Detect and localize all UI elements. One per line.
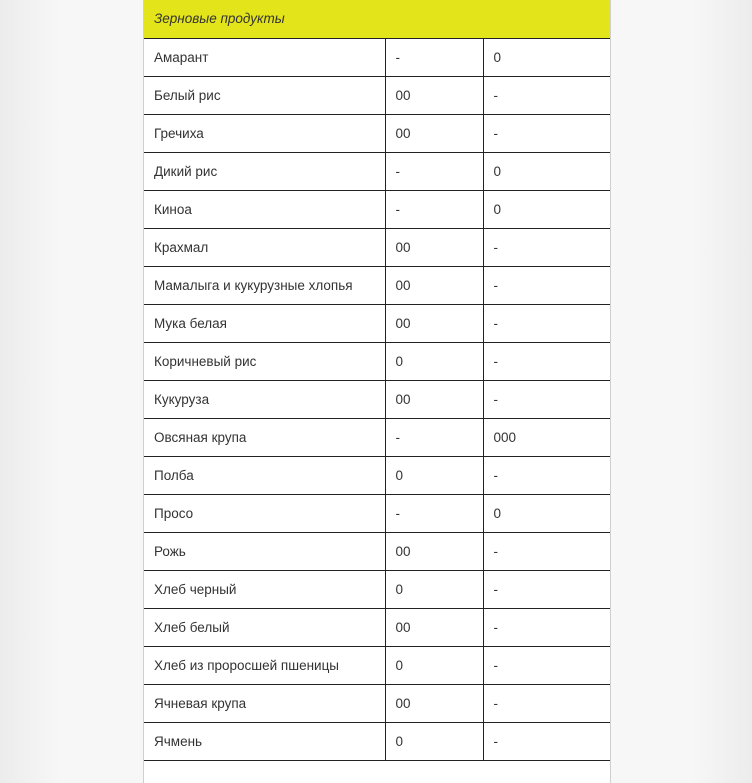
table-row: [144, 342, 611, 380]
value-b-cell: -: [385, 494, 483, 532]
value-b-cell: 00: [385, 608, 483, 646]
value-c-cell: 0: [483, 190, 611, 228]
product-name-cell: Амарант: [144, 38, 385, 76]
product-name-cell: Хлеб из проросшей пшеницы: [144, 646, 385, 684]
product-name-cell: Белый рис: [144, 76, 385, 114]
value-c-cell: -: [483, 228, 611, 266]
value-b-cell: -: [385, 418, 483, 456]
table-body: [144, 0, 611, 760]
value-c-cell: 0: [483, 38, 611, 76]
table-row: [144, 418, 611, 456]
value-c-cell: -: [483, 380, 611, 418]
table-row: [144, 684, 611, 722]
value-b-cell: 0: [385, 570, 483, 608]
product-name-cell: Овсяная крупа: [144, 418, 385, 456]
value-b-cell: 00: [385, 228, 483, 266]
product-name-cell: Кукуруза: [144, 380, 385, 418]
value-c-cell: 000: [483, 418, 611, 456]
value-b-cell: 0: [385, 646, 483, 684]
value-b-cell: -: [385, 152, 483, 190]
product-name-cell: Мука белая: [144, 304, 385, 342]
product-name-cell: Полба: [144, 456, 385, 494]
product-name-cell: Дикий рис: [144, 152, 385, 190]
value-b-cell: 00: [385, 76, 483, 114]
content-column: [143, 0, 611, 783]
product-name-cell: Ячмень: [144, 722, 385, 760]
value-c-cell: -: [483, 684, 611, 722]
value-b-cell: 00: [385, 380, 483, 418]
table-header-cell: Зерновые продукты: [144, 0, 611, 38]
value-c-cell: -: [483, 608, 611, 646]
table-row: [144, 114, 611, 152]
grain-products-table: [144, 0, 611, 761]
value-b-cell: -: [385, 190, 483, 228]
product-name-cell: Крахмал: [144, 228, 385, 266]
value-b-cell: 00: [385, 304, 483, 342]
table-row: [144, 76, 611, 114]
product-name-cell: Рожь: [144, 532, 385, 570]
value-c-cell: 0: [483, 494, 611, 532]
value-c-cell: -: [483, 304, 611, 342]
product-name-cell: Хлеб белый: [144, 608, 385, 646]
table-header-row: [144, 0, 611, 38]
product-name-cell: Хлеб черный: [144, 570, 385, 608]
value-b-cell: 0: [385, 722, 483, 760]
value-c-cell: -: [483, 722, 611, 760]
value-c-cell: -: [483, 456, 611, 494]
product-name-cell: Киноа: [144, 190, 385, 228]
table-row: [144, 722, 611, 760]
value-b-cell: -: [385, 38, 483, 76]
table-row: [144, 190, 611, 228]
table-row: [144, 152, 611, 190]
table-row: [144, 646, 611, 684]
value-b-cell: 00: [385, 684, 483, 722]
table-row: [144, 380, 611, 418]
product-name-cell: Мамалыга и кукурузные хлопья: [144, 266, 385, 304]
product-name-cell: Коричневый рис: [144, 342, 385, 380]
table-row: [144, 608, 611, 646]
table-row: [144, 494, 611, 532]
value-b-cell: 00: [385, 114, 483, 152]
table-row: [144, 228, 611, 266]
value-c-cell: -: [483, 76, 611, 114]
table-row: [144, 570, 611, 608]
table-row: [144, 456, 611, 494]
table-row: [144, 304, 611, 342]
table-row: [144, 532, 611, 570]
value-c-cell: -: [483, 570, 611, 608]
table-row: [144, 38, 611, 76]
product-name-cell: Просо: [144, 494, 385, 532]
product-name-cell: Ячневая крупа: [144, 684, 385, 722]
value-b-cell: 0: [385, 456, 483, 494]
value-c-cell: -: [483, 646, 611, 684]
value-c-cell: -: [483, 114, 611, 152]
value-c-cell: -: [483, 342, 611, 380]
value-b-cell: 00: [385, 532, 483, 570]
value-b-cell: 0: [385, 342, 483, 380]
value-c-cell: -: [483, 266, 611, 304]
table-row: [144, 266, 611, 304]
value-c-cell: 0: [483, 152, 611, 190]
value-c-cell: -: [483, 532, 611, 570]
product-name-cell: Гречиха: [144, 114, 385, 152]
value-b-cell: 00: [385, 266, 483, 304]
